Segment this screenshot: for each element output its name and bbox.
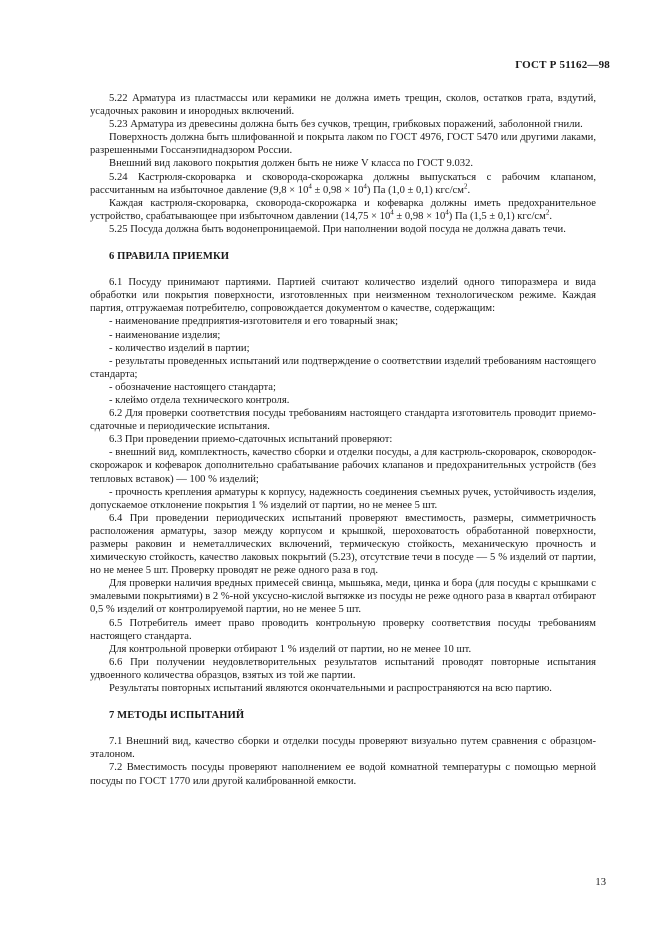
paragraph-5-24: 5.24 Кастрюля-скороварка и сковорода-скорожарка должны выпускаться с рабочим клапаном, рассчитанным на избыточное давление $(9,8 \times 10^4 \pm 0,98 \times 10^4)$ Па (1,0 ± 0,1) кгс/$см^2$.	[90, 171, 596, 196]
paragraph-5-24-safety: Каждая кастрюля-скороварка, сковорода-скорожарка и кофеварка должны иметь предохранительное устройство, срабатывающее при избыточном давлении $(14,75 \times 10^4 \pm 0,98 \times 10^4)$ Па (1,5 ± 0,1) кгс/$см^2$.	[90, 197, 596, 222]
list-item: - результаты проведенных испытаний или подтверждение о соответствии изделий требованиям настоящего стандарта;	[90, 355, 596, 380]
page-body	[90, 92, 596, 788]
paragraph-7-1: 7.1 Внешний вид, качество сборки и отделки посуды проверяют визуально путем сравнения с образцом-эталоном.	[90, 736, 596, 761]
paragraph-5-22: 5.22 Арматура из пластмассы или керамики не должна иметь трещин, сколов, остатков грата, вздутий, усадочных раковин и инородных включений.	[90, 93, 596, 118]
list-item: - внешний вид, комплектность, качество сборки и отделки посуды, а для кастрюль-скороварок, сковородок-скорожарок и кофеварок дополнительно срабатывание рабочих клапанов и предохранительных устройств (без тепловых вставок) — 100 % изделий;	[90, 447, 596, 485]
list-item: - наименование предприятия-изготовителя и его товарный знак;	[109, 316, 399, 328]
paragraph-6-4: 6.4 При проведении периодических испытаний проверяют вместимость, размеры, симметричность расположения арматуры, зазор между корпусом и крышкой, шероховатость обработанной поверхности, размеры раковин и неметаллических включений, термическую стойкость, механическую прочность и химическую стойкость, качество лаковых покрытий (5.23), отсутствие течи в посуде — 5 % изделий от партии, но не менее 5 шт. Проверку проводят не реже одного раза в год.	[90, 512, 596, 577]
section-7-heading: 7 МЕТОДЫ ИСПЫТАНИЙ	[109, 710, 245, 722]
paragraph-5-25: 5.25 Посуда должна быть водонепроницаемой. При наполнении водой посуда не должна давать течи.	[109, 223, 566, 235]
document-code-header: ГОСТ Р 51162—98	[515, 59, 610, 71]
list-item: - количество изделий в партии;	[109, 342, 250, 354]
paragraph-5-23: 5.23 Арматура из древесины должна быть без сучков, трещин, грибковых поражений, заболонной гнили.	[109, 119, 583, 131]
list-item: - обозначение настоящего стандарта;	[109, 381, 276, 393]
paragraph-7-2: 7.2 Вместимость посуды проверяют наполнением ее водой комнатной температуры с помощью мерной посуды по ГОСТ 1770 или другой калиброванной емкости.	[90, 762, 596, 787]
paragraph-6-6-results: Результаты повторных испытаний являются окончательными и распространяются на всю партию.	[109, 683, 552, 695]
paragraph-5-23-lacquer: Внешний вид лакового покрытия должен быть не ниже V класса по ГОСТ 9.032.	[109, 158, 474, 170]
paragraph-6-5: 6.5 Потребитель имеет право проводить контрольную проверку соответствия посуды требованиям настоящего стандарта.	[90, 617, 596, 642]
paragraph-6-5-sample: Для контрольной проверки отбирают 1 % изделий от партии, но не менее 10 шт.	[109, 643, 472, 655]
list-item: - прочность крепления арматуры к корпусу, надежность соединения съемных ручек, устойчивость изделия, допускаемое отклонение покрытия 1 % изделий от партии, но не менее 5 шт.	[90, 486, 596, 511]
paragraph-6-4-harmful: Для проверки наличия вредных примесей свинца, мышьяка, меди, цинка и бора (для посуды с крышками с эмалевыми покрытиями) в 2 %-ной уксусно-кислой вытяжке из посуды не реже одного раза в квартал отбирают 0,5 % изделий от контролируемой партии, но не менее 5 шт.	[90, 578, 596, 616]
list-item: - наименование изделия;	[109, 329, 221, 341]
paragraph-6-6: 6.6 При получении неудовлетворительных результатов испытаний проводят повторные испытания удвоенного количества образцов, взятых из той же партии.	[90, 656, 596, 681]
section-6-heading: 6 ПРАВИЛА ПРИЕМКИ	[109, 251, 230, 263]
paragraph-6-2: 6.2 Для проверки соответствия посуды требованиям настоящего стандарта изготовитель проводит приемо-сдаточные и периодические испытания.	[90, 408, 596, 433]
page-number: 13	[595, 877, 606, 888]
paragraph-6-1: 6.1 Посуду принимают партиями. Партией считают количество изделий одного типоразмера и вида обработки или покрытия поверхности, изготовленных при неизменном технологическом режиме. Каждая партия, отгружаемая потребителю, сопровождается документом о качестве, содержащим:	[90, 277, 596, 315]
list-item: - клеймо отдела технического контроля.	[109, 394, 290, 406]
paragraph-6-3: 6.3 При проведении приемо-сдаточных испытаний проверяют:	[109, 434, 393, 446]
paragraph-5-23-surface: Поверхность должна быть шлифованной и покрыта лаком по ГОСТ 4976, ГОСТ 5470 или другими лаками, разрешенными Госсанэпиднадзором России.	[90, 132, 596, 157]
